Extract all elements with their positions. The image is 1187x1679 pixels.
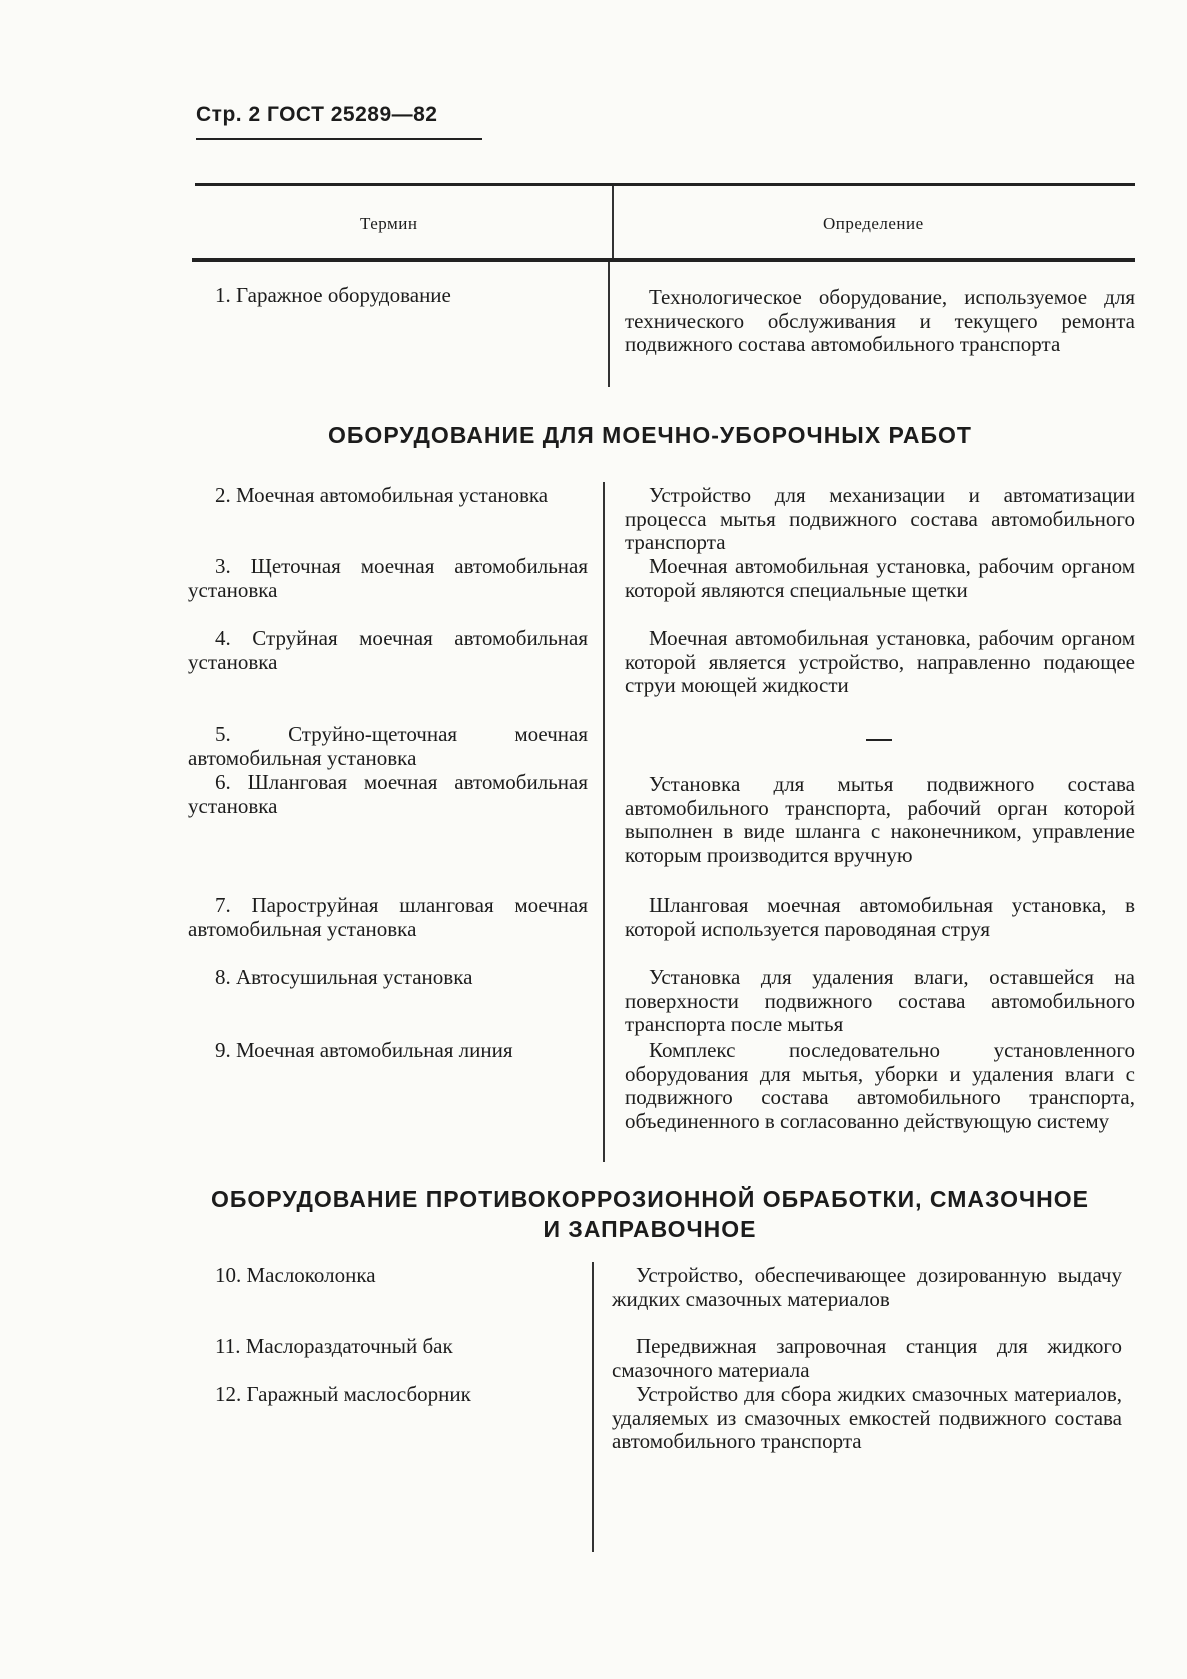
term-8: 8. Автосушильная установка bbox=[215, 965, 473, 989]
table-top-rule bbox=[195, 183, 1135, 186]
definition-2: Устройство для механизации и автоматизации процесса мытья подвижного состава автомобильного транспорта bbox=[625, 483, 1135, 554]
definition-11: Передвижная запровочная станция для жидкого смазочного материала bbox=[612, 1334, 1122, 1382]
term-11: 11. Маслораздаточный бак bbox=[215, 1334, 453, 1358]
term-6: 6. Шланговая моечная автомобильная установка bbox=[188, 770, 588, 818]
column-header-definition: Определение bbox=[823, 214, 924, 233]
table-header-rule bbox=[192, 258, 1135, 262]
term-9: 9. Моечная автомобильная линия bbox=[215, 1038, 513, 1062]
definition-7: Шланговая моечная автомобильная установка, в которой используется пароводяная струя bbox=[625, 893, 1135, 941]
term-12: 12. Гаражный маслосборник bbox=[215, 1382, 471, 1406]
definition-9: Комплекс последовательно установленного оборудования для мытья, уборки и удаления влаги с подвижного состава автомобильного транспорта, объединенного в согласованно действующую систему bbox=[625, 1038, 1135, 1133]
definition-3: Моечная автомобильная установка, рабочим органом которой являются специальные щетки bbox=[625, 554, 1135, 602]
column-divider-section2 bbox=[592, 1262, 594, 1552]
section-title-lubrication-line2: И ЗАПРАВОЧНОЕ bbox=[543, 1216, 757, 1242]
definition-12: Устройство для сбора жидких смазочных материалов, удаляемых из смазочных емкостей подвижного состава автомобильного транспорта bbox=[612, 1382, 1122, 1453]
column-divider-intro bbox=[608, 262, 610, 387]
term-2: 2. Моечная автомобильная установка bbox=[215, 483, 549, 507]
column-divider-section1 bbox=[603, 482, 605, 1162]
definition-4: Моечная автомобильная установка, рабочим органом которой является устройство, направленно подающее струи моющей жидкости bbox=[625, 626, 1135, 697]
section-title-lubrication-line1: ОБОРУДОВАНИЕ ПРОТИВОКОРРОЗИОННОЙ ОБРАБОТКИ, СМАЗОЧНОЕ bbox=[211, 1186, 1089, 1212]
term-7: 7. Пароструйная шланговая моечная автомобильная установка bbox=[188, 893, 588, 941]
definition-5-dash bbox=[866, 739, 892, 741]
term-5: 5. Струйно-щеточная моечная автомобильная установка bbox=[188, 722, 588, 770]
definition-6: Установка для мытья подвижного состава автомобильного транспорта, рабочий орган которой выполнен в виде шланга с наконечником, управление которым производится вручную bbox=[625, 772, 1135, 867]
term-10: 10. Маслоколонка bbox=[215, 1263, 376, 1287]
column-header-term: Термин bbox=[360, 214, 418, 233]
term-3: 3. Щеточная моечная автомобильная установка bbox=[188, 554, 588, 602]
header-column-divider bbox=[612, 186, 614, 258]
definition-10: Устройство, обеспечивающее дозированную выдачу жидких смазочных материалов bbox=[612, 1263, 1122, 1311]
header-underline bbox=[196, 138, 482, 140]
term-4: 4. Струйная моечная автомобильная установка bbox=[188, 626, 588, 674]
definition-1: Технологическое оборудование, используемое для технического обслуживания и текущего ремонта подвижного состава автомобильного транспорта bbox=[625, 285, 1135, 356]
section-title-lubrication bbox=[170, 1184, 1130, 1244]
page-header: Стр. 2 ГОСТ 25289—82 bbox=[196, 103, 438, 126]
section-title-washing: ОБОРУДОВАНИЕ ДЛЯ МОЕЧНО-УБОРОЧНЫХ РАБОТ bbox=[328, 422, 972, 448]
term-1: 1. Гаражное оборудование bbox=[215, 283, 451, 307]
definition-8: Установка для удаления влаги, оставшейся на поверхности подвижного состава автомобильного транспорта после мытья bbox=[625, 965, 1135, 1036]
